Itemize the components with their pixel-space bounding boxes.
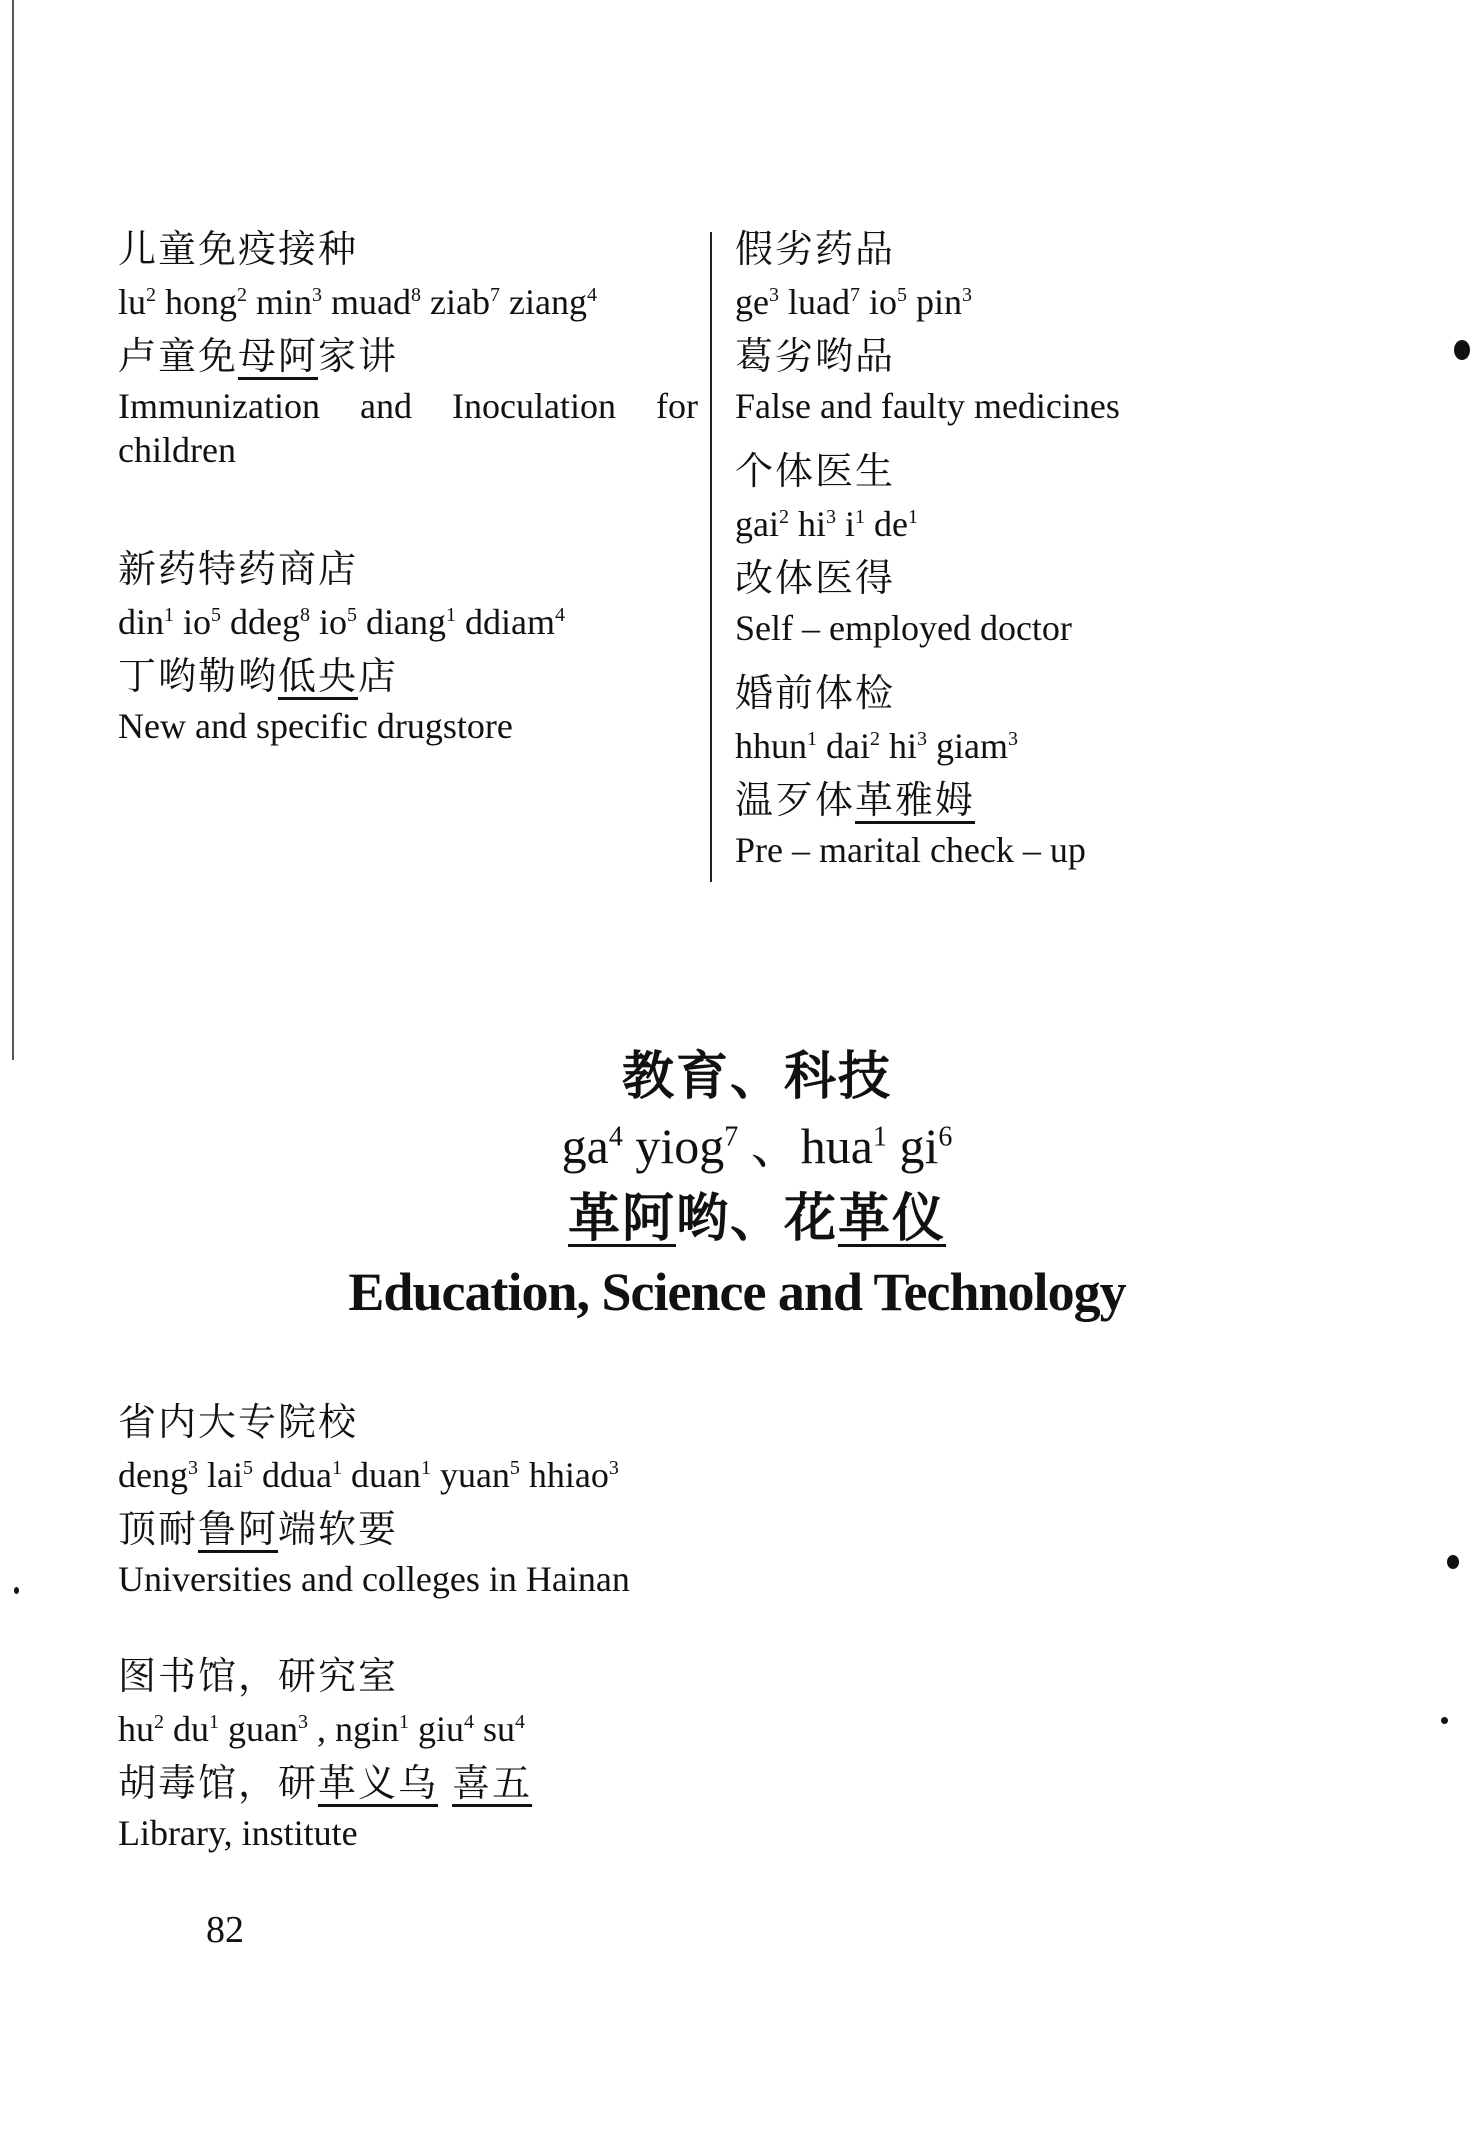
dialect-underlined-segment: 喜五 bbox=[452, 1761, 533, 1805]
pinyin-syllable: diang$^1$ bbox=[366, 602, 457, 642]
pinyin-syllable: lai$^5$ bbox=[206, 1455, 253, 1495]
section-title-chinese: 教育、科技 bbox=[621, 1047, 892, 1107]
entry-chinese: 省内大专院校 bbox=[118, 1400, 359, 1444]
dialect-segment: 改体医得 bbox=[735, 556, 896, 600]
entry-library bbox=[118, 1649, 818, 1855]
pinyin-syllable: yiog$^7$ bbox=[635, 1118, 739, 1174]
tone-number: 8 bbox=[300, 604, 311, 626]
pinyin-syllable: deng$^3$ bbox=[118, 1455, 198, 1495]
pinyin-syllable: ddeg$^8$ bbox=[230, 602, 311, 642]
dialect-segment: 哟、花 bbox=[675, 1189, 838, 1249]
pinyin-syllable: $\min^3$ bbox=[256, 282, 323, 322]
tone-number: 5 bbox=[509, 1457, 520, 1479]
pinyin-syllable: $io^5$ bbox=[183, 602, 222, 642]
dialect-underlined-segment: 革阿 bbox=[567, 1189, 676, 1249]
pinyin-syllable: gai$^2$ bbox=[735, 504, 789, 544]
page-binding-line bbox=[12, 0, 14, 1060]
entry-pinyin bbox=[735, 498, 1175, 550]
tone-number: 5 bbox=[242, 1457, 253, 1479]
pinyin-syllable: dai$^2$ bbox=[826, 726, 880, 766]
section-heading bbox=[0, 1040, 1474, 1324]
tone-number: 3 bbox=[187, 1457, 198, 1479]
tone-number: 5 bbox=[896, 284, 907, 306]
tone-number: 2 bbox=[778, 506, 789, 528]
tone-number: 8 bbox=[411, 284, 422, 306]
tone-number: 4 bbox=[608, 1121, 623, 1153]
dialect-segment: 顶耐 bbox=[118, 1507, 199, 1551]
entry-premarital-check bbox=[735, 666, 1175, 872]
entry-chinese: 新药特药商店 bbox=[118, 547, 359, 591]
tone-number: 3 bbox=[962, 284, 972, 306]
dialect-underlined-segment: 低央 bbox=[278, 654, 359, 698]
pinyin-syllable: luad$^7$ bbox=[787, 282, 860, 322]
tone-number: 3 bbox=[917, 728, 927, 750]
column-divider bbox=[710, 232, 712, 882]
pinyin-syllable: pin$^3$ bbox=[915, 282, 972, 322]
tone-number: 7 bbox=[849, 284, 860, 306]
pinyin-syllable: $io^5$ bbox=[319, 602, 358, 642]
pinyin-syllable: $hi^3$ bbox=[797, 504, 836, 544]
dialect-underlined-segment: 革雅姆 bbox=[855, 778, 976, 822]
pinyin-syllable: giam$^3$ bbox=[936, 726, 1018, 766]
entry-pinyin bbox=[118, 1449, 818, 1501]
entry-english: Immunization and Inoculation for children bbox=[118, 386, 698, 470]
entry-english: Pre – marital check – up bbox=[735, 830, 1086, 870]
entry-pinyin bbox=[118, 596, 698, 648]
section-title-english: Education, Science and Technology bbox=[348, 1262, 1126, 1322]
entry-drugstore bbox=[118, 542, 698, 748]
dialect-underlined-segment: 鲁阿 bbox=[198, 1507, 279, 1551]
dialect-segment: 胡毒馆，研 bbox=[118, 1761, 319, 1805]
tone-number: 4 bbox=[515, 1711, 526, 1733]
pinyin-syllable: ziang$^4$ bbox=[508, 282, 597, 322]
dialect-segment: 丁哟勒哟 bbox=[118, 654, 279, 698]
pinyin-syllable: ziab$^7$ bbox=[430, 282, 500, 322]
pinyin-syllable: $hu^2$ bbox=[118, 1709, 164, 1749]
entry-dialect bbox=[118, 328, 698, 384]
dialect-underlined-segment: 母阿 bbox=[238, 334, 319, 378]
left-column bbox=[118, 222, 698, 748]
entry-english: New and specific drugstore bbox=[118, 706, 513, 746]
pinyin-syllable: , ngin$^1$ bbox=[316, 1709, 409, 1749]
pinyin-syllable: $du^1$ bbox=[173, 1709, 219, 1749]
entry-private-doctor bbox=[735, 444, 1175, 650]
pinyin-syllable: hhiao$^3$ bbox=[528, 1455, 619, 1495]
bottom-column bbox=[118, 1395, 818, 1855]
entry-chinese: 个体医生 bbox=[735, 449, 896, 493]
entry-english: Library, institute bbox=[118, 1813, 358, 1853]
dialect-underlined-segment: 革仪 bbox=[838, 1189, 947, 1249]
pinyin-syllable: muad$^8$ bbox=[331, 282, 422, 322]
tone-number: 1 bbox=[420, 1457, 431, 1479]
entry-chinese: 假劣药品 bbox=[735, 227, 896, 271]
tone-number: 1 bbox=[209, 1711, 219, 1733]
tone-number: 7 bbox=[489, 284, 500, 306]
dialect-segment: 端软要 bbox=[278, 1507, 399, 1551]
pinyin-syllable: ddua$^1$ bbox=[261, 1455, 342, 1495]
tone-number: 1 bbox=[807, 728, 817, 750]
tone-number: 3 bbox=[297, 1711, 308, 1733]
tone-number: 5 bbox=[211, 604, 222, 626]
tone-number: 2 bbox=[237, 284, 248, 306]
tone-number: 4 bbox=[586, 284, 597, 306]
entry-dialect bbox=[118, 1501, 818, 1557]
scan-speck bbox=[14, 1587, 19, 1594]
pinyin-syllable: $de^1$ bbox=[874, 504, 918, 544]
tone-number: 3 bbox=[768, 284, 779, 306]
tone-number: 6 bbox=[938, 1121, 953, 1153]
pinyin-syllable: $i^1$ bbox=[845, 504, 866, 544]
scan-speck bbox=[1454, 340, 1470, 360]
scan-speck bbox=[1441, 1717, 1448, 1724]
entry-pinyin bbox=[735, 276, 1175, 328]
right-column bbox=[735, 222, 1175, 872]
entry-dialect bbox=[735, 772, 1175, 828]
entry-chinese: 儿童免疫接种 bbox=[118, 227, 359, 271]
dialect-segment: 葛劣哟品 bbox=[735, 334, 896, 378]
entry-pinyin bbox=[118, 276, 698, 328]
pinyin-syllable: giu$^4$ bbox=[418, 1709, 475, 1749]
section-title-dialect bbox=[40, 1178, 1474, 1260]
tone-number: 2 bbox=[154, 1711, 164, 1733]
pinyin-syllable: din$^1$ bbox=[118, 602, 175, 642]
tone-number: 3 bbox=[312, 284, 323, 306]
dialect-segment bbox=[438, 1761, 452, 1805]
entry-fake-medicines bbox=[735, 222, 1175, 428]
page-number: 82 bbox=[206, 1909, 244, 1951]
tone-number: 3 bbox=[608, 1457, 619, 1479]
entry-immunization bbox=[118, 222, 698, 472]
pinyin-syllable: yuan$^5$ bbox=[439, 1455, 520, 1495]
dialect-segment: 店 bbox=[358, 654, 399, 698]
tone-number: 1 bbox=[872, 1121, 887, 1153]
pinyin-syllable: duan$^1$ bbox=[350, 1455, 431, 1495]
entry-universities bbox=[118, 1395, 818, 1601]
dialect-underlined-segment: 革义乌 bbox=[318, 1761, 439, 1805]
tone-number: 1 bbox=[908, 506, 918, 528]
pinyin-syllable: $su^4$ bbox=[483, 1709, 526, 1749]
entry-dialect bbox=[118, 1755, 818, 1811]
entry-english: Universities and colleges in Hainan bbox=[118, 1559, 630, 1599]
entry-dialect bbox=[735, 328, 1175, 384]
tone-number: 2 bbox=[869, 728, 880, 750]
entry-chinese: 图书馆，研究室 bbox=[118, 1654, 399, 1698]
pinyin-syllable: $hi^3$ bbox=[888, 726, 927, 766]
tone-number: 1 bbox=[399, 1711, 409, 1733]
dialect-segment: 卢童免 bbox=[118, 334, 239, 378]
tone-number: 1 bbox=[446, 604, 457, 626]
pinyin-syllable: hhun$^1$ bbox=[735, 726, 817, 766]
tone-number: 2 bbox=[146, 284, 157, 306]
pinyin-syllable: $ge^3$ bbox=[735, 282, 779, 322]
tone-number: 5 bbox=[347, 604, 358, 626]
pinyin-syllable: $lu^2$ bbox=[118, 282, 157, 322]
pinyin-syllable: hong$^2$ bbox=[165, 282, 248, 322]
tone-number: 7 bbox=[724, 1121, 739, 1153]
tone-number: 4 bbox=[555, 604, 565, 626]
section-title-pinyin bbox=[40, 1114, 1474, 1178]
tone-number: 3 bbox=[826, 506, 836, 528]
scan-speck bbox=[1447, 1555, 1459, 1569]
entry-english: False and faulty medicines bbox=[735, 386, 1120, 426]
tone-number: 3 bbox=[1007, 728, 1018, 750]
tone-number: 1 bbox=[855, 506, 866, 528]
pinyin-syllable: 、hua$^1$ bbox=[750, 1118, 887, 1174]
entry-dialect bbox=[118, 648, 698, 704]
pinyin-syllable: $ga^4$ bbox=[561, 1118, 623, 1174]
dialect-segment: 家讲 bbox=[318, 334, 399, 378]
tone-number: 1 bbox=[164, 604, 175, 626]
dialect-segment: 温歹体 bbox=[735, 778, 856, 822]
entry-pinyin bbox=[118, 1703, 818, 1755]
entry-dialect bbox=[735, 550, 1175, 606]
entry-chinese: 婚前体检 bbox=[735, 671, 896, 715]
tone-number: 1 bbox=[331, 1457, 342, 1479]
entry-pinyin bbox=[735, 720, 1175, 772]
tone-number: 4 bbox=[464, 1711, 475, 1733]
entry-english: Self – employed doctor bbox=[735, 608, 1072, 648]
pinyin-syllable: guan$^3$ bbox=[228, 1709, 308, 1749]
pinyin-syllable: $io^5$ bbox=[868, 282, 907, 322]
pinyin-syllable: $gi^6$ bbox=[899, 1118, 953, 1174]
pinyin-syllable: ddiam$^4$ bbox=[465, 602, 565, 642]
